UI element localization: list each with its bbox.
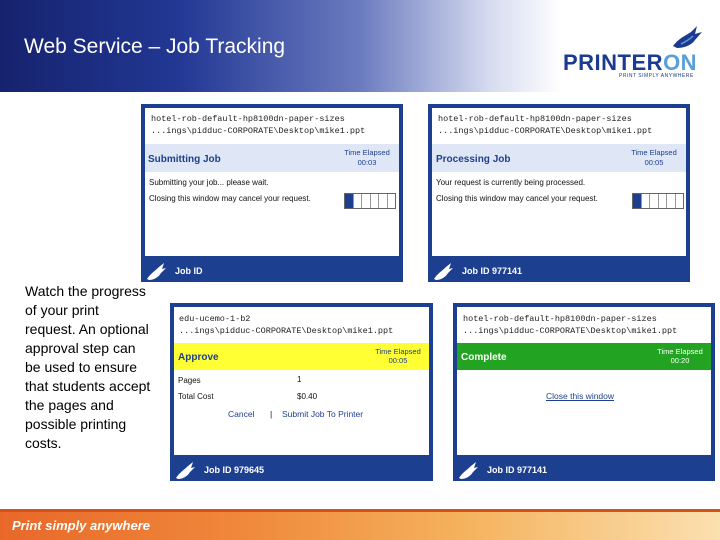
time-elapsed-label: Time Elapsed [344, 148, 390, 157]
printeron-swirl-icon [145, 261, 167, 283]
file-path-line2: ...ings\pidduc-CORPORATE\Desktop\mike1.ppt [463, 326, 678, 336]
status-bar [145, 144, 399, 172]
job-id-label: Job ID 977141 [487, 465, 548, 475]
progress-segment [676, 194, 684, 208]
progress-segment [650, 194, 659, 208]
progress-segment [362, 194, 371, 208]
time-elapsed-value: 00:05 [388, 356, 408, 365]
footer-tagline: Print simply anywhere [12, 518, 150, 533]
status-label: Submitting Job [148, 154, 221, 165]
status-bar [457, 343, 711, 370]
close-window-link[interactable]: Close this window [546, 391, 615, 401]
status-label: Processing Job [436, 154, 511, 165]
logo-tagline: PRINT SIMPLY ANYWHERE [619, 73, 694, 79]
printeron-swirl-icon [432, 261, 454, 283]
submitting-job-window [141, 104, 403, 282]
file-path-line1: hotel-rob-default-hp8100dn-paper-sizes [151, 114, 345, 124]
cancel-button[interactable]: Cancel [228, 409, 255, 419]
file-path-line2: ...ings\pidduc-CORPORATE\Desktop\mike1.ppt [151, 126, 366, 136]
status-label: Complete [461, 352, 507, 363]
job-id-label: Job ID 979645 [204, 465, 265, 475]
printeron-swirl-icon [174, 460, 196, 482]
time-elapsed-value: 00:20 [670, 356, 690, 365]
status-message: Submitting your job... please wait. [149, 178, 269, 187]
printeron-logo [563, 26, 713, 79]
time-elapsed-value: 00:05 [644, 158, 664, 167]
submit-job-button[interactable]: Submit Job To Printer [282, 409, 364, 419]
close-warning: Closing this window may cancel your request. [149, 194, 311, 203]
progress-segment [633, 194, 642, 208]
close-warning: Closing this window may cancel your request. [436, 194, 598, 203]
file-path-line1: edu-ucemo-1-b2 [179, 314, 251, 324]
intro-paragraph: Watch the progress of your print request. An optional approval step can be used to ensure that students accept the pages and possible printing costs. [25, 283, 151, 451]
progress-segment [388, 194, 396, 208]
time-elapsed-label: Time Elapsed [631, 148, 677, 157]
processing-job-window [428, 104, 690, 282]
progress-segment [659, 194, 668, 208]
job-id-label: Job ID [175, 266, 203, 276]
progress-segment [371, 194, 380, 208]
time-elapsed-label: Time Elapsed [375, 347, 421, 356]
progress-indicator [344, 193, 396, 209]
status-message: Your request is currently being processed. [436, 178, 586, 187]
job-id-bar [170, 459, 433, 481]
pages-value: 1 [297, 375, 302, 384]
job-id-label: Job ID 977141 [462, 266, 523, 276]
progress-segment [642, 194, 651, 208]
logo-wordmark: PRINTERON [563, 50, 698, 75]
footer-stripe [0, 509, 720, 512]
printeron-swirl-icon [457, 460, 479, 482]
job-id-bar [428, 260, 690, 282]
time-elapsed-value: 00:03 [357, 158, 377, 167]
file-path-line2: ...ings\pidduc-CORPORATE\Desktop\mike1.ppt [179, 326, 394, 336]
total-cost-label: Total Cost [178, 392, 214, 401]
status-label: Approve [178, 352, 219, 363]
status-bar [432, 144, 686, 172]
file-path-line1: hotel-rob-default-hp8100dn-paper-sizes [438, 114, 632, 124]
job-id-bar [453, 459, 715, 481]
slide-title: Web Service – Job Tracking [24, 35, 286, 58]
progress-segment [379, 194, 388, 208]
job-id-bar [141, 260, 403, 282]
progress-segment [345, 194, 354, 208]
file-path-line1: hotel-rob-default-hp8100dn-paper-sizes [463, 314, 657, 324]
status-bar [174, 343, 429, 370]
progress-indicator [632, 193, 684, 209]
complete-job-window [453, 303, 715, 481]
action-separator: | [270, 409, 273, 419]
progress-segment [667, 194, 676, 208]
total-cost-value: $0.40 [297, 392, 318, 401]
file-path-line2: ...ings\pidduc-CORPORATE\Desktop\mike1.ppt [438, 126, 653, 136]
pages-label: Pages [178, 376, 201, 385]
progress-segment [354, 194, 363, 208]
time-elapsed-label: Time Elapsed [657, 347, 703, 356]
approve-job-window [170, 303, 433, 481]
